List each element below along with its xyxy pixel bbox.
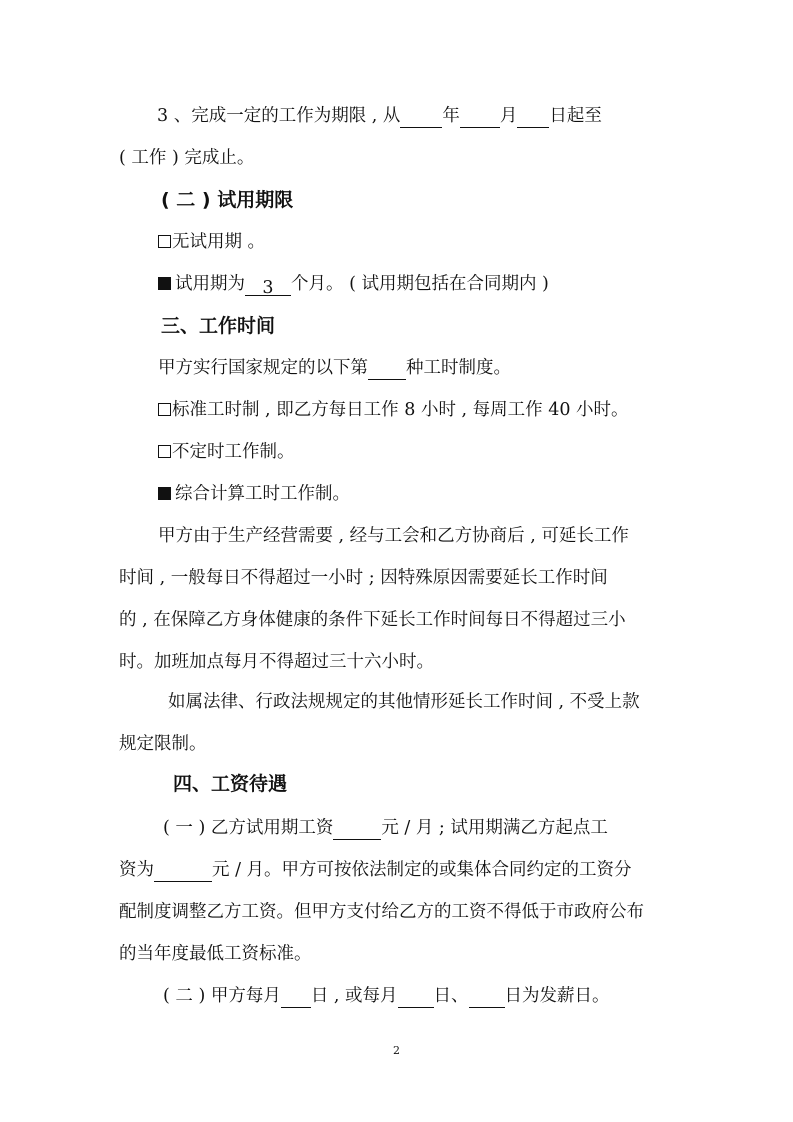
term-line-1: 3 、完成一定的工作为期限 , 从 年 月 日起至: [157, 106, 602, 126]
flexible-hours-option: 不定时工作制。: [0, 440, 793, 464]
work-hours-intro: 甲方实行国家规定的以下第 种工时制度。: [158, 358, 511, 378]
payday-blank-3[interactable]: [469, 988, 505, 1008]
term-number: 3: [157, 106, 169, 126]
comprehensive-hours-option: 综合计算工时工作制。: [0, 482, 793, 506]
starting-wage-blank[interactable]: [154, 862, 212, 882]
overtime-paragraph-line: 时。加班加点每月不得超过三十六小时。: [119, 652, 434, 672]
probation-wage-blank[interactable]: [333, 820, 381, 840]
checkbox-unchecked-icon[interactable]: [158, 403, 171, 416]
payday-line: ( 二 ) 甲方每月 日 , 或每月 日、 日为发薪日。: [163, 986, 610, 1006]
wage-line-1: ( 一 ) 乙方试用期工资 元 / 月 ; 试用期满乙方起点工: [163, 818, 608, 838]
work-hours-system-blank[interactable]: [368, 360, 406, 380]
exception-paragraph-line: 如属法律、行政法规规定的其他情形延长工作时间 , 不受上款: [168, 692, 640, 712]
probation-months-field[interactable]: 3: [245, 276, 291, 296]
start-month-blank[interactable]: [460, 108, 500, 128]
page-number: 2: [393, 1044, 400, 1057]
wage-line-3: 配制度调整乙方工资。但甲方支付给乙方的工资不得低于市政府公布: [119, 902, 644, 922]
exception-paragraph-line: 规定限制。: [119, 734, 207, 754]
wage-heading: 四、工资待遇: [173, 773, 288, 795]
no-probation-option: 无试用期 。: [0, 230, 793, 254]
probation-heading: ( 二 ) 试用期限: [161, 189, 294, 211]
checkbox-unchecked-icon[interactable]: [158, 235, 171, 248]
wage-line-4: 的当年度最低工资标准。: [119, 944, 312, 964]
overtime-paragraph-line: 甲方由于生产经营需要 , 经与工会和乙方协商后 , 可延长工作: [158, 526, 629, 546]
payday-blank-1[interactable]: [281, 988, 311, 1008]
payday-blank-2[interactable]: [398, 988, 434, 1008]
start-year-blank[interactable]: [400, 108, 442, 128]
standard-hours-option: 标准工时制 , 即乙方每日工作 8 小时 , 每周工作 40 小时。: [0, 398, 793, 422]
work-time-heading: 三、工作时间: [161, 315, 276, 337]
checkbox-checked-icon[interactable]: [158, 487, 171, 500]
overtime-paragraph-line: 时间 , 一般每日不得超过一小时 ; 因特殊原因需要延长工作时间: [119, 568, 608, 588]
term-line-2: ( 工作 ) 完成止。: [119, 148, 255, 168]
overtime-paragraph-line: 的 , 在保障乙方身体健康的条件下延长工作时间每日不得超过三小: [119, 610, 626, 630]
probation-option: 试用期为 3 个月。 ( 试用期包括在合同期内 ): [0, 272, 793, 296]
start-day-blank[interactable]: [517, 108, 549, 128]
checkbox-checked-icon[interactable]: [158, 277, 171, 290]
wage-line-2: 资为 元 / 月。甲方可按依法制定的或集体合同约定的工资分: [119, 860, 632, 880]
checkbox-unchecked-icon[interactable]: [158, 445, 171, 458]
